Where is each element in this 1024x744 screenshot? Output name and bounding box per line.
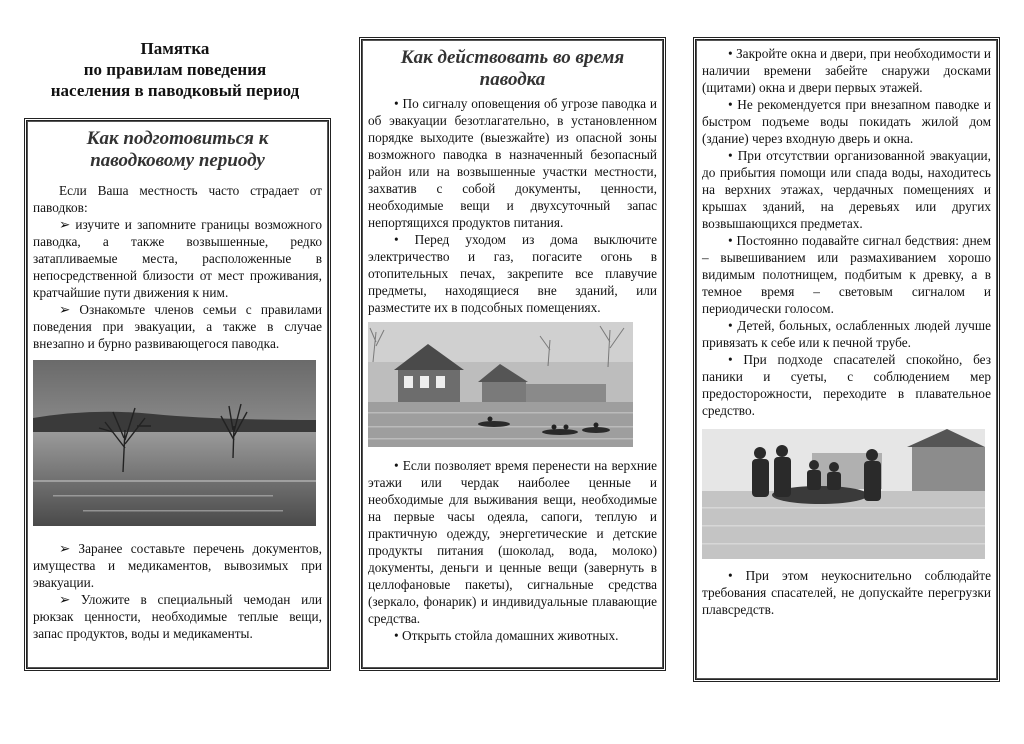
panel-title-during: Как действовать во время паводка <box>400 47 625 90</box>
list-item: • Детей, больных, ослабленных людей лучше привязать к себе или к печной трубе. <box>702 318 991 350</box>
list-item: ➢ изучите и запомните границы возможного паводка, а также возвышенные, редко затапливаемые места, расположенные в непосредственной близости от мест проживания, кратчайшие пути движения к ним. <box>33 217 322 300</box>
flooded-village-photo <box>368 322 657 447</box>
intro-text: Если Ваша местность часто страдает от паводков: <box>33 183 322 215</box>
list-item: • Если позволяет время перенести на верхние этажи или чердак наиболее ценные и необходимые для выживания вещи, необходимые на первые часы одеяла, сапоги, теплую и практичную одежду, энергетические и детские продукты питания (шоколад, вода, молоко) документы, деньги и ценные вещи (завернуть в целлофановые пакеты), сигнальные средства (зеркало, фонарик) и индивидуальные плавающие средства. <box>368 458 657 626</box>
list-item: • Закройте окна и двери, при необходимости и наличии времени забейте снаружи досками (щитами) окна и двери первых этажей. <box>702 46 991 95</box>
list-item: • При этом неукоснительно соблюдайте требования спасателей, не допускайте перегрузки плавсредств. <box>702 568 991 617</box>
panel-actions <box>693 37 1000 682</box>
list-item: • При отсутствии организованной эвакуации, до прибытия помощи или спада воды, находитесь на верхних этажах, чердачных помещениях и крышах зданий, на деревьях или других возвышающихся предметах. <box>702 148 991 231</box>
list-item: ➢ Уложите в специальный чемодан или рюкзак ценности, необходимые теплые вещи, запас продуктов, воды и медикаменты. <box>33 592 322 641</box>
page-title-line: Памятка <box>140 39 210 58</box>
page-title <box>20 38 330 101</box>
panel-during <box>359 37 666 671</box>
panel-title-prepare: Как подготовиться к паводковому периоду <box>86 128 269 171</box>
list-item: • Не рекомендуется при внезапном паводке и быстром подъеме воды покидать жилой дом (здание) через входную дверь и окна. <box>702 97 991 146</box>
list-item: • Постоянно подавайте сигнал бедствия: днем – вывешиванием или размахиванием хорошо видимым полотнищем, подбитым к древку, а в темное время – световым сигналом и периодически голосом. <box>702 233 991 316</box>
rescue-boat-photo <box>702 429 991 559</box>
list-item: • При подходе спасателей спокойно, без паники и суеты, с соблюдением мер предосторожности, переходите в плавательное средство. <box>702 352 991 418</box>
flooded-trees-photo <box>33 360 322 526</box>
list-item: • Открыть стойла домашних животных. <box>394 628 619 643</box>
list-item: ➢ Заранее составьте перечень документов, имущества и медикаментов, вывозимых при эвакуации. <box>33 541 322 590</box>
page-title-line: населения в паводковый период <box>50 81 300 100</box>
panel-prepare <box>24 118 331 671</box>
list-item: ➢ Ознакомьте членов семьи с правилами поведения при эвакуации, а также в случае внезапно и бурно развивающегося паводка. <box>33 302 322 351</box>
list-item: • Перед уходом из дома выключите электричество и газ, погасите огонь в отопительных печах, закрепите все плавучие предметы, находящиеся вне зданий, или разместите их в подсобных помещениях. <box>368 232 657 315</box>
list-item: • По сигналу оповещения об угрозе паводка и об эвакуации безотлагательно, в установленном порядке выходите (выезжайте) из опасной зоны возможного паводка в назначенный безопасный район или на возвышенные участки местности, захватив с собой документы, ценности, необходимые вещи и двухсуточный запас непортящихся продуктов питания. <box>368 96 657 230</box>
page-title-line: по правилам поведения <box>83 60 267 79</box>
